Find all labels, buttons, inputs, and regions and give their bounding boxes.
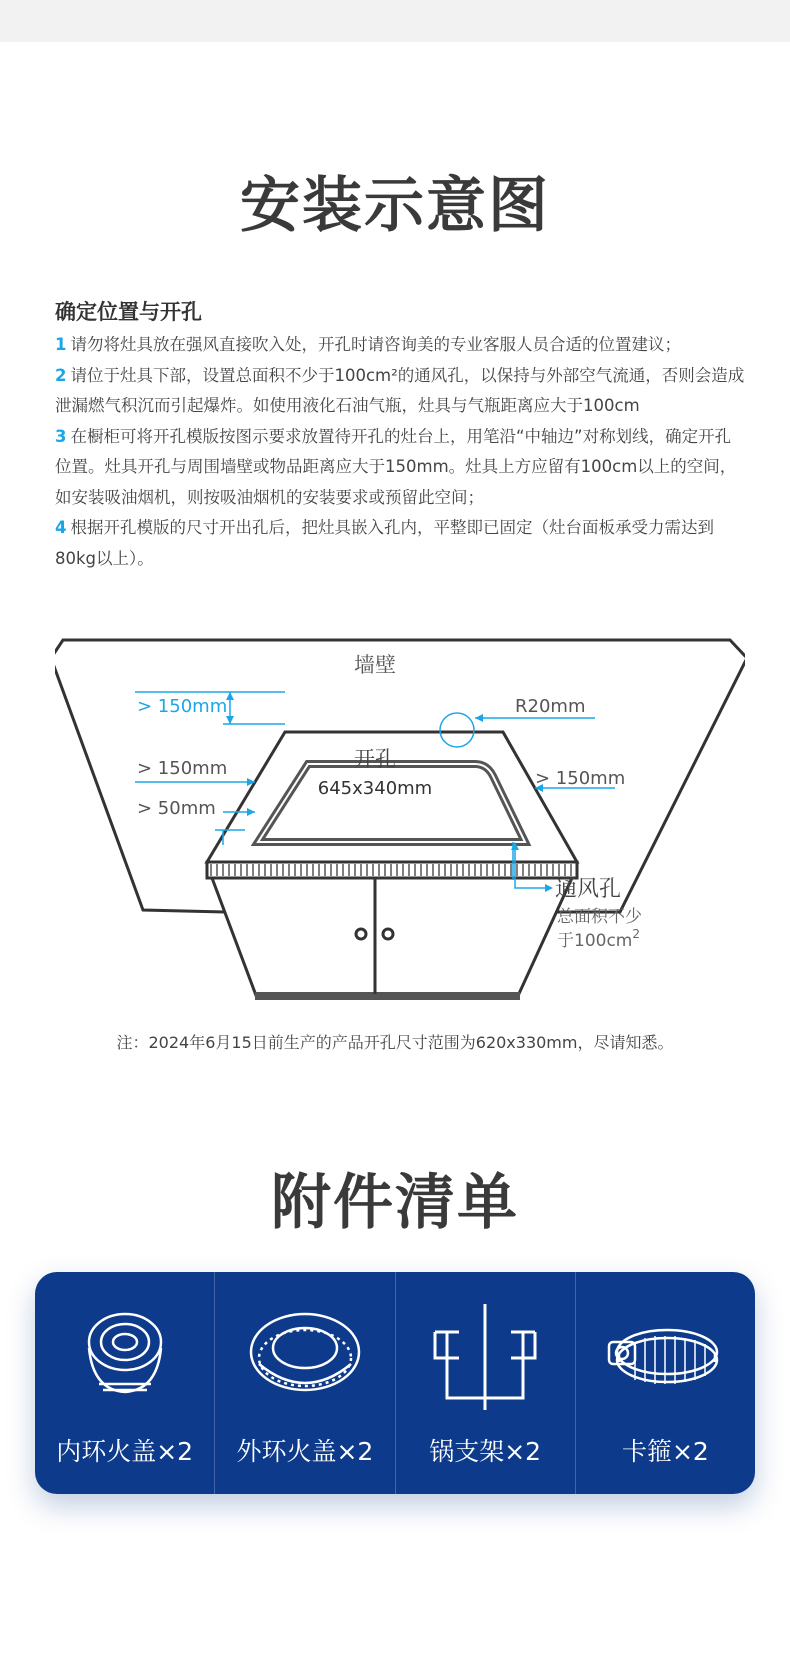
radius-label: R20mm: [515, 696, 586, 717]
step-1: 1 请勿将灶具放在强风直接吹入处，开孔时请咨询美的专业客服人员合适的位置建议；: [55, 335, 681, 354]
hole-size: 645x340mm: [317, 778, 433, 799]
hose-clamp-icon: [605, 1302, 725, 1412]
accessories-panel: [35, 1272, 755, 1494]
door-knob-right: [383, 929, 393, 939]
production-note: 注：2024年6月15日前生产的产品开孔尺寸范围为620x330mm，尽请知悉。: [116, 1033, 674, 1052]
accessory-label: 外环火盖×2: [236, 1437, 374, 1466]
wall-label: 墙壁: [354, 653, 396, 677]
accessory-label: 锅支架×2: [429, 1437, 542, 1466]
vent-title: 通风孔: [555, 877, 622, 902]
countertop-edge: [207, 862, 577, 878]
accessory-label: 卡箍×2: [621, 1437, 709, 1466]
install-title: 安装示意图: [240, 171, 550, 241]
countertop-hatch: [211, 864, 571, 876]
outer-burner-cap-icon: [245, 1302, 365, 1412]
install-diagram: [55, 630, 745, 1020]
pot-support-icon: [425, 1302, 545, 1412]
dim-left-label: > 150mm: [137, 758, 228, 779]
step-2: 2 请位于灶具下部，设置总面积不少于100cm²的通风孔，以保持与外部空气流通，否则会造成泄漏燃气积沉而引起爆炸。如使用液化石油气瓶，灶具与气瓶距离应大于100cm: [55, 365, 745, 415]
accessory-item: [395, 1272, 575, 1494]
hole-title: 开孔: [354, 747, 396, 771]
position-subtitle: 确定位置与开孔: [55, 300, 202, 324]
step-3: 3 在橱柜可将开孔模版按图示要求放置待开孔的灶台上，用笔沿“中轴边”对称划线，确定开孔位置。灶具开孔与周围墙壁或物品距离应大于150mm。灶具上方应留有100cm以上的空间，如安装吸油烟机，则按吸油烟机的安装要求或预留此空间；: [55, 426, 737, 507]
dim-right-label: > 150mm: [535, 768, 626, 789]
cabinet-base: [255, 992, 520, 1000]
accessory-label: 内环火盖×2: [56, 1437, 194, 1466]
dim-front-label: > 50mm: [137, 798, 216, 819]
step-4: 4 根据开孔模版的尺寸开出孔后，把灶具嵌入孔内，平整即已固定（灶台面板承受力需达到80kg以上）。: [55, 518, 714, 568]
vent-superscript: 2: [632, 927, 640, 941]
accessory-item: [575, 1272, 755, 1494]
install-steps: [55, 330, 745, 574]
accessories-title: 附件清单: [271, 1168, 519, 1238]
inner-burner-cap-icon: [65, 1302, 185, 1412]
accessory-item: [214, 1272, 394, 1494]
accessory-item: [35, 1272, 214, 1494]
cutout-outline: [258, 764, 525, 842]
dim-top-label: > 150mm: [137, 696, 228, 717]
vent-line-2-text: 于100cm: [557, 931, 633, 951]
door-knob-left: [356, 929, 366, 939]
vent-line-1: 总面积不少: [557, 907, 642, 927]
top-band: [0, 0, 790, 42]
vent-line-2: [557, 927, 640, 951]
